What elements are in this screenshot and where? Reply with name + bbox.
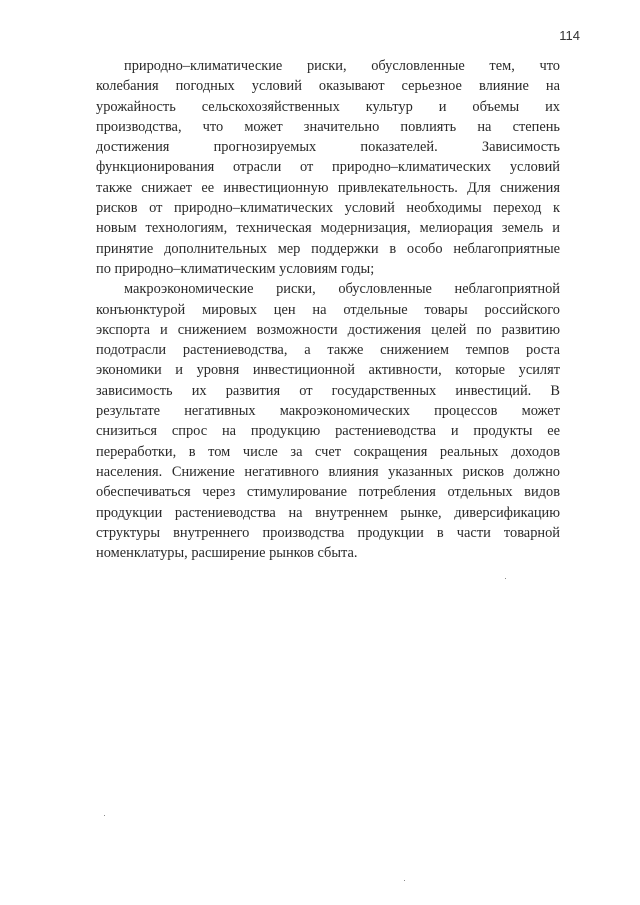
text-line: по природно–климатическим условиям годы; bbox=[96, 260, 375, 277]
text-line: номенклатуры, расширение рынков сбыта. bbox=[96, 545, 358, 562]
scan-speck bbox=[104, 815, 105, 816]
text-line: макроэкономические риски, обусловленные неблагоприятной bbox=[124, 281, 560, 298]
text-line: принятие дополнительных мер поддержки в особо неблагоприятные bbox=[96, 240, 560, 257]
text-line: результате негативных макроэкономических процессов может bbox=[96, 403, 560, 420]
text-line: экспорта и снижением возможности достижения целей по развитию bbox=[96, 321, 560, 338]
text-line: структуры внутреннего производства продукции в части товарной bbox=[96, 524, 560, 541]
text-line: зависимость их развития от государственных инвестиций. В bbox=[96, 382, 560, 399]
text-line: продукции растениеводства на внутреннем рынке, диверсификацию bbox=[96, 504, 560, 521]
body-text bbox=[96, 56, 560, 563]
text-line: природно–климатические риски, обусловленные тем, что bbox=[124, 58, 560, 74]
text-line: урожайность сельскохозяйственных культур и объемы их bbox=[96, 98, 560, 115]
scan-speck bbox=[404, 880, 405, 881]
scan-speck bbox=[505, 578, 506, 579]
text-line: рисков от природно–климатических условий необходимы переход к bbox=[96, 200, 560, 217]
text-line: конъюнктурой мировых цен на отдельные товары российского bbox=[96, 301, 560, 318]
paragraph-macroeconomic-risks bbox=[96, 279, 560, 563]
text-line: новым технологиям, техническая модернизация, мелиорация земель и bbox=[96, 220, 560, 237]
page-number: 114 bbox=[559, 28, 580, 43]
paragraph-natural-climatic-risks bbox=[96, 56, 560, 279]
text-line: достижения прогнозируемых показателей. Зависимость bbox=[96, 139, 560, 156]
text-line: экономики и уровня инвестиционной активности, которые усилят bbox=[96, 362, 560, 379]
text-line: снизиться спрос на продукцию растениеводства и продукты ее bbox=[96, 423, 560, 440]
text-line: функционирования отрасли от природно–климатических условий bbox=[96, 159, 560, 176]
text-line: также снижает ее инвестиционную привлекательность. Для снижения bbox=[96, 179, 560, 196]
text-line: подотрасли растениеводства, а также снижением темпов роста bbox=[96, 342, 560, 359]
text-line: производства, что может значительно повлиять на степень bbox=[96, 118, 560, 135]
text-line: населения. Снижение негативного влияния указанных рисков должно bbox=[96, 463, 560, 480]
text-line: обеспечиваться через стимулирование потребления отдельных видов bbox=[96, 484, 560, 501]
text-line: переработки, в том числе за счет сокращения реальных доходов bbox=[96, 443, 560, 460]
text-line: колебания погодных условий оказывают серьезное влияние на bbox=[96, 78, 560, 95]
